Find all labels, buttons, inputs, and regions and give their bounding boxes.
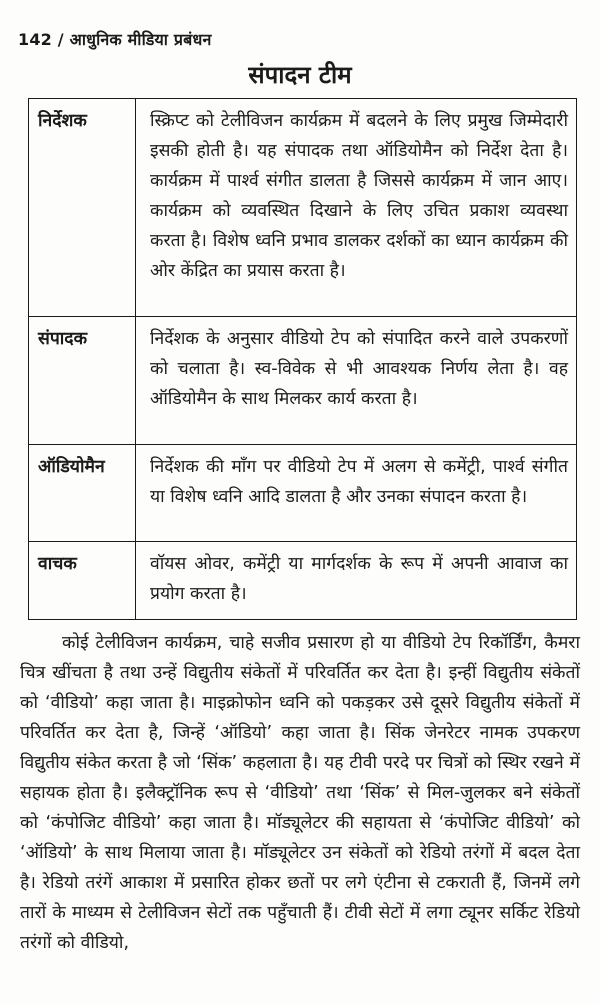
table-row	[29, 542, 577, 620]
table-row	[29, 317, 577, 445]
role-cell-announcer: वाचक	[29, 542, 136, 620]
table-row	[29, 99, 577, 317]
description-cell-director: स्क्रिप्ट को टेलीविजन कार्यक्रम में बदलने के लिए प्रमुख जिम्मेदारी इसकी होती है। यह संपादक तथा ऑडियोमैन को निर्देश देता है। कार्यक्रम में पार्श्व संगीत डालता है जिससे कार्यक्रम में जान आए। कार्यक्रम को व्यवस्थित दिखाने के लिए उचित प्रकाश व्यवस्था करता है। विशेष ध्वनि प्रभाव डालकर दर्शकों का ध्यान कार्यक्रम की ओर केंद्रित का प्रयास करता है।	[136, 99, 577, 317]
role-cell-director: निर्देशक	[29, 99, 136, 317]
page-title: संपादन टीम	[248, 61, 352, 89]
body-paragraph: कोई टेलीविजन कार्यक्रम, चाहे सजीव प्रसारण हो या वीडियो टेप रिकॉर्डिंग, कैमरा चित्र खींचता है तथा उन्हें विद्युतीय संकेतों में परिवर्तित कर देता है। इन्हीं विद्युतीय संकेतों को ‘वीडियो’ कहा जाता है। माइक्रोफोन ध्वनि को पकड़कर उसे दूसरे विद्युतीय संकेतों में परिवर्तित कर देता है, जिन्हें ‘ऑडियो’ कहा जाता है। सिंक जेनरेटर नामक उपकरण विद्युतीय संकेत करता है जो ‘सिंक’ कहलाता है। यह टीवी परदे पर चित्रों को स्थिर रखने में सहायक होता है। इलैक्ट्रॉनिक रूप से ‘वीडियो’ तथा ‘सिंक’ से मिल-जुलकर बने संकेतों को ‘कंपोजिट वीडियो’ कहा जाता है। मॉड्यूलेटर की सहायता से ‘कंपोजिट वीडियो’ को ‘ऑडियो’ के साथ मिलाया जाता है। मॉड्यूलेटर उन संकेतों को रेडियो तरंगों में बदल देता है। रेडियो तरंगें आकाश में प्रसारित होकर छतों पर लगे एंटीना से टकराती हैं, जिनमें लगे तारों के माध्यम से टेलीविजन सेटों तक पहुँचाती हैं। टीवी सेटों में लगा ट्यूनर सर्किट रेडियो तरंगों को वीडियो,	[20, 633, 580, 953]
description-cell-announcer: वॉयस ओवर, कमेंट्री या मार्गदर्शक के रूप में अपनी आवाज का प्रयोग करता है।	[136, 542, 577, 620]
description-cell-audioman: निर्देशक की माँग पर वीडियो टेप में अलग से कमेंट्री, पार्श्व संगीत या विशेष ध्वनि आदि डालता है और उनका संपादन करता है।	[136, 445, 577, 542]
role-cell-audioman: ऑडियोमैन	[29, 445, 136, 542]
page-header: 142 / आधुनिक मीडिया प्रबंधन	[18, 30, 212, 49]
table-row	[29, 445, 577, 542]
description-cell-editor: निर्देशक के अनुसार वीडियो टेप को संपादित करने वाले उपकरणों को चलाता है। स्व-विवेक से भी आवश्यक निर्णय लेता है। वह ऑडियोमैन के साथ मिलकर कार्य करता है।	[136, 317, 577, 445]
role-cell-editor: संपादक	[29, 317, 136, 445]
editing-team-table	[28, 98, 577, 620]
